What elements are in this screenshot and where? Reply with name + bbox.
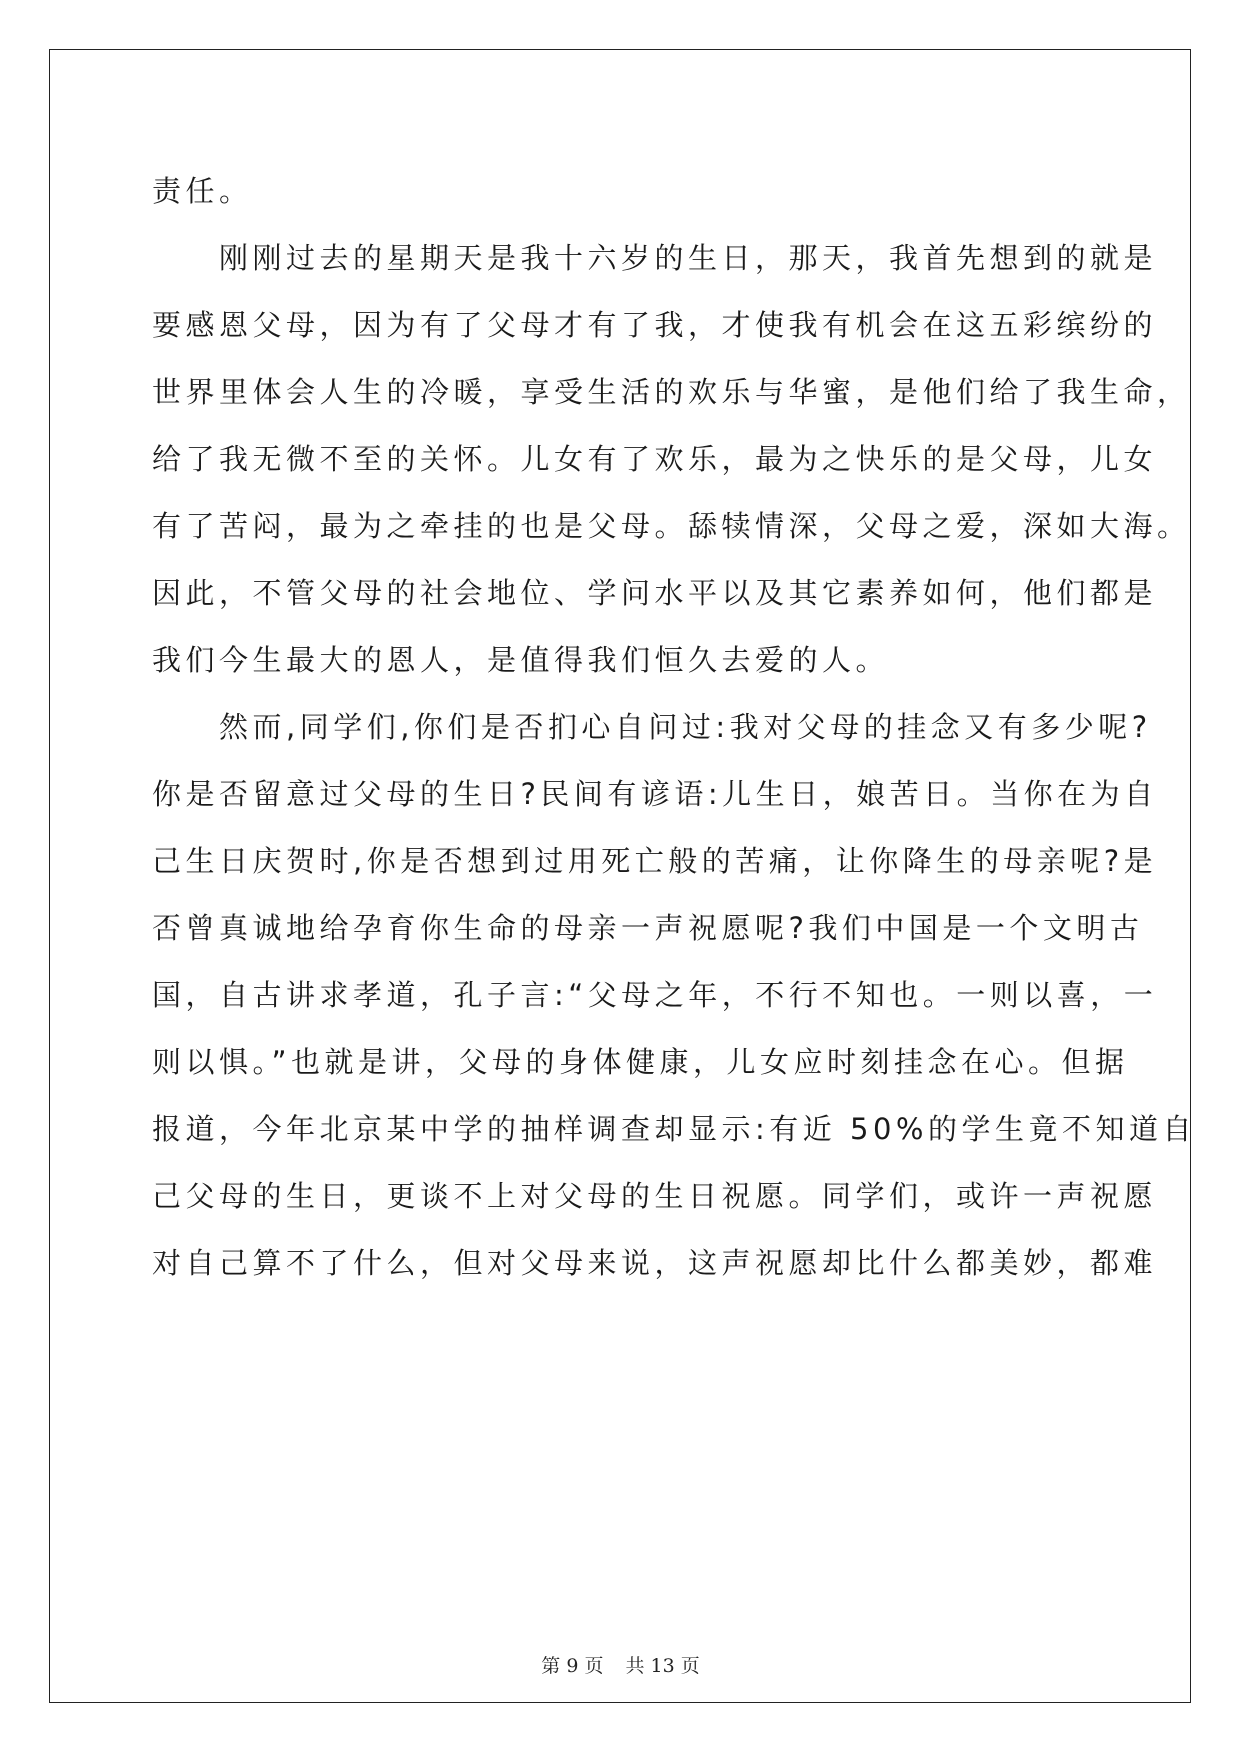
text-line: 则以惧。”也就是讲，父母的身体健康，儿女应时刻挂念在心。但据 xyxy=(152,1045,1129,1079)
text-line: 对自己算不了什么，但对父母来说，这声祝愿却比什么都美妙，都难 xyxy=(152,1246,1158,1280)
page-number: 第 9 页 xyxy=(541,1655,604,1677)
text-line: 报道，今年北京某中学的抽样调查却显示:有近 50%的学生竟不知道自 xyxy=(152,1112,1196,1146)
page-footer xyxy=(0,1651,1241,1678)
text-line: 我们今生最大的恩人，是值得我们恒久去爱的人。 xyxy=(152,643,890,677)
text-line: 责任。 xyxy=(152,174,253,208)
page-total: 共 13 页 xyxy=(625,1655,700,1677)
text-line: 世界里体会人生的冷暖，享受生活的欢乐与华蜜，是他们给了我生命， xyxy=(152,375,1191,409)
text-line: 否曾真诚地给孕育你生命的母亲一声祝愿呢?我们中国是一个文明古 xyxy=(152,911,1144,945)
text-line: 国，自古讲求孝道，孔子言:“父母之年，不行不知也。一则以喜，一 xyxy=(152,978,1158,1012)
text-line: 有了苦闷，最为之牵挂的也是父母。舔犊情深，父母之爱，深如大海。 xyxy=(152,509,1191,543)
text-line: 己父母的生日，更谈不上对父母的生日祝愿。同学们，或许一声祝愿 xyxy=(152,1179,1158,1213)
text-line: 要感恩父母，因为有了父母才有了我，才使我有机会在这五彩缤纷的 xyxy=(152,308,1158,342)
text-line: 因此，不管父母的社会地位、学问水平以及其它素养如何，他们都是 xyxy=(152,576,1158,610)
text-line: 然而,同学们,你们是否扪心自问过:我对父母的挂念又有多少呢? xyxy=(152,710,1152,744)
text-line: 己生日庆贺时,你是否想到过用死亡般的苦痛，让你降生的母亲呢?是 xyxy=(152,844,1158,878)
text-line: 刚刚过去的星期天是我十六岁的生日，那天，我首先想到的就是 xyxy=(152,241,1158,275)
text-line: 给了我无微不至的关怀。儿女有了欢乐，最为之快乐的是父母，儿女 xyxy=(152,442,1158,476)
document-body xyxy=(152,158,1196,1297)
text-line: 你是否留意过父母的生日?民间有谚语:儿生日，娘苦日。当你在为自 xyxy=(152,777,1158,811)
